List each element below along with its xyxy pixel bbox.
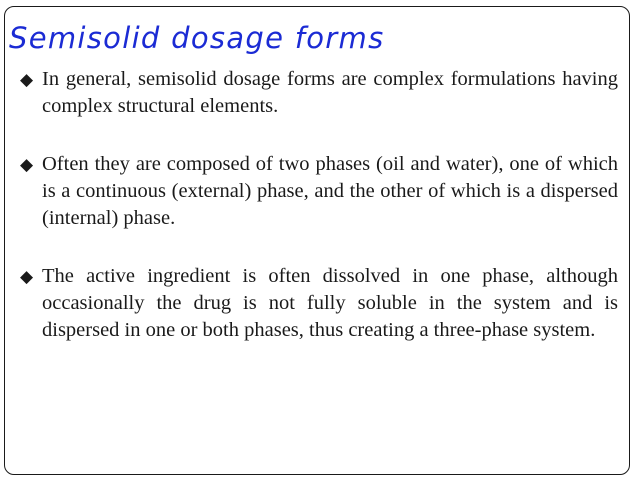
bullet-item bbox=[20, 151, 618, 232]
bullet-text: Often they are composed of two phases (oil and water), one of which is a continuous (external) phase, and the other of which is a dispersed (internal) phase. bbox=[42, 153, 618, 229]
bullet-text: In general, semisolid dosage forms are complex formulations having complex structural elements. bbox=[42, 68, 618, 117]
bullet-item bbox=[20, 66, 618, 120]
slide-title: Semisolid dosage forms bbox=[9, 21, 385, 55]
diamond-bullet-icon: ◆ bbox=[20, 267, 34, 286]
diamond-bullet-icon: ◆ bbox=[20, 155, 34, 174]
bullet-item bbox=[20, 263, 618, 344]
diamond-bullet-icon: ◆ bbox=[20, 70, 34, 89]
bullet-list bbox=[20, 66, 618, 375]
bullet-text: The active ingredient is often dissolved in one phase, although occasionally the drug is not fully soluble in the system and is dispersed in one or both phases, thus creating a three-phase system. bbox=[42, 265, 618, 341]
